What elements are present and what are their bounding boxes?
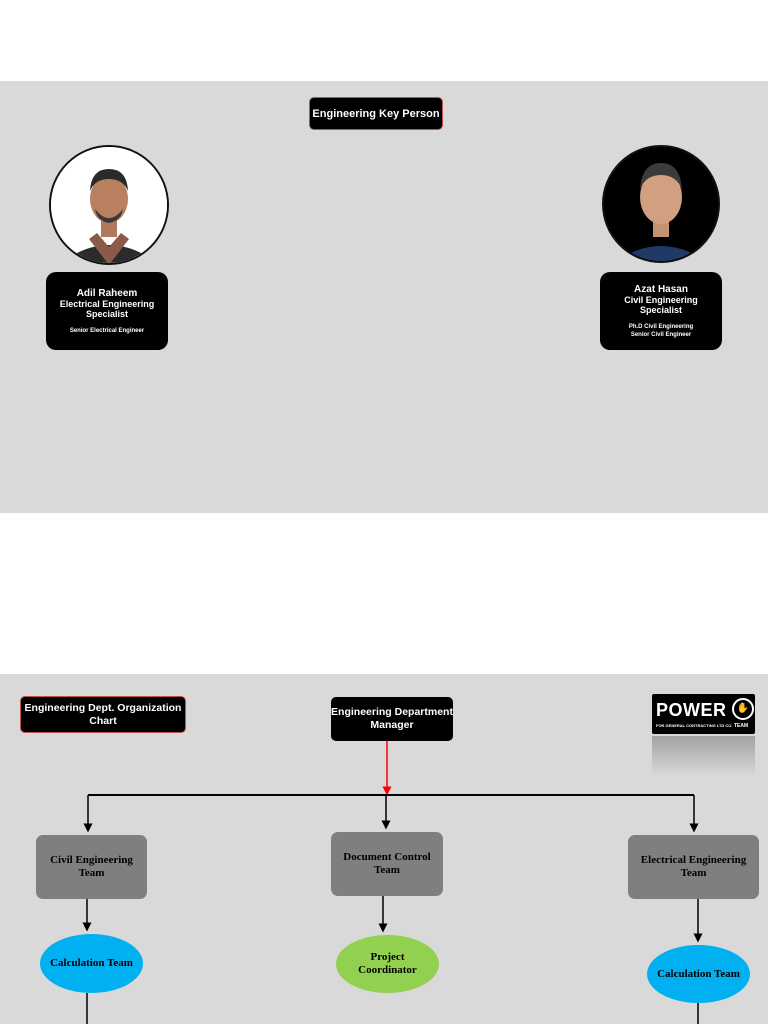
person-specialty: Specialist: [85, 308, 129, 319]
org-chart-title: Engineering Dept. Organization Chart: [20, 696, 186, 733]
person-detail: Senior Civil Engineer: [630, 331, 692, 338]
key-person-title: Engineering Key Person: [309, 97, 443, 130]
logo-reflection: [652, 736, 755, 776]
person-detail: Ph.D Civil Engineering: [628, 323, 694, 330]
civil-calculation-team-node: Calculation Team: [40, 934, 143, 993]
electrical-engineering-team-box: Electrical Engineering Team: [628, 835, 759, 899]
fist-icon: ✋: [732, 698, 754, 720]
key-person-panel: [0, 81, 768, 513]
civil-engineering-team-box: Civil Engineering Team: [36, 835, 147, 899]
electrical-calculation-team-node: Calculation Team: [647, 945, 750, 1003]
document-control-team-box: Document Control Team: [331, 832, 443, 896]
adil-raheem-photo: [49, 145, 169, 265]
person-name: Adil Raheem: [76, 287, 138, 299]
person-specialty: Civil Engineering: [624, 294, 698, 305]
person-name: Azat Hasan: [634, 283, 688, 295]
person-specialty: Electrical Engineering: [59, 298, 155, 309]
person-specialty: Specialist: [639, 304, 683, 315]
project-coordinator-node: Project Coordinator: [336, 935, 439, 993]
person-detail: Senior Electrical Engineer: [69, 327, 145, 334]
adil-raheem-card: [46, 272, 168, 350]
person-portrait-icon: [51, 147, 167, 263]
org-chart-panel: [0, 674, 768, 1024]
azat-hasan-photo: [602, 145, 720, 263]
azat-hasan-card: [600, 272, 722, 350]
power-team-logo: POWER ✋ FOR GENERAL CONTRACTING LTD CO. TEAM: [652, 694, 755, 778]
person-portrait-icon: [604, 147, 718, 261]
department-manager-box: Engineering Department Manager: [331, 697, 453, 741]
